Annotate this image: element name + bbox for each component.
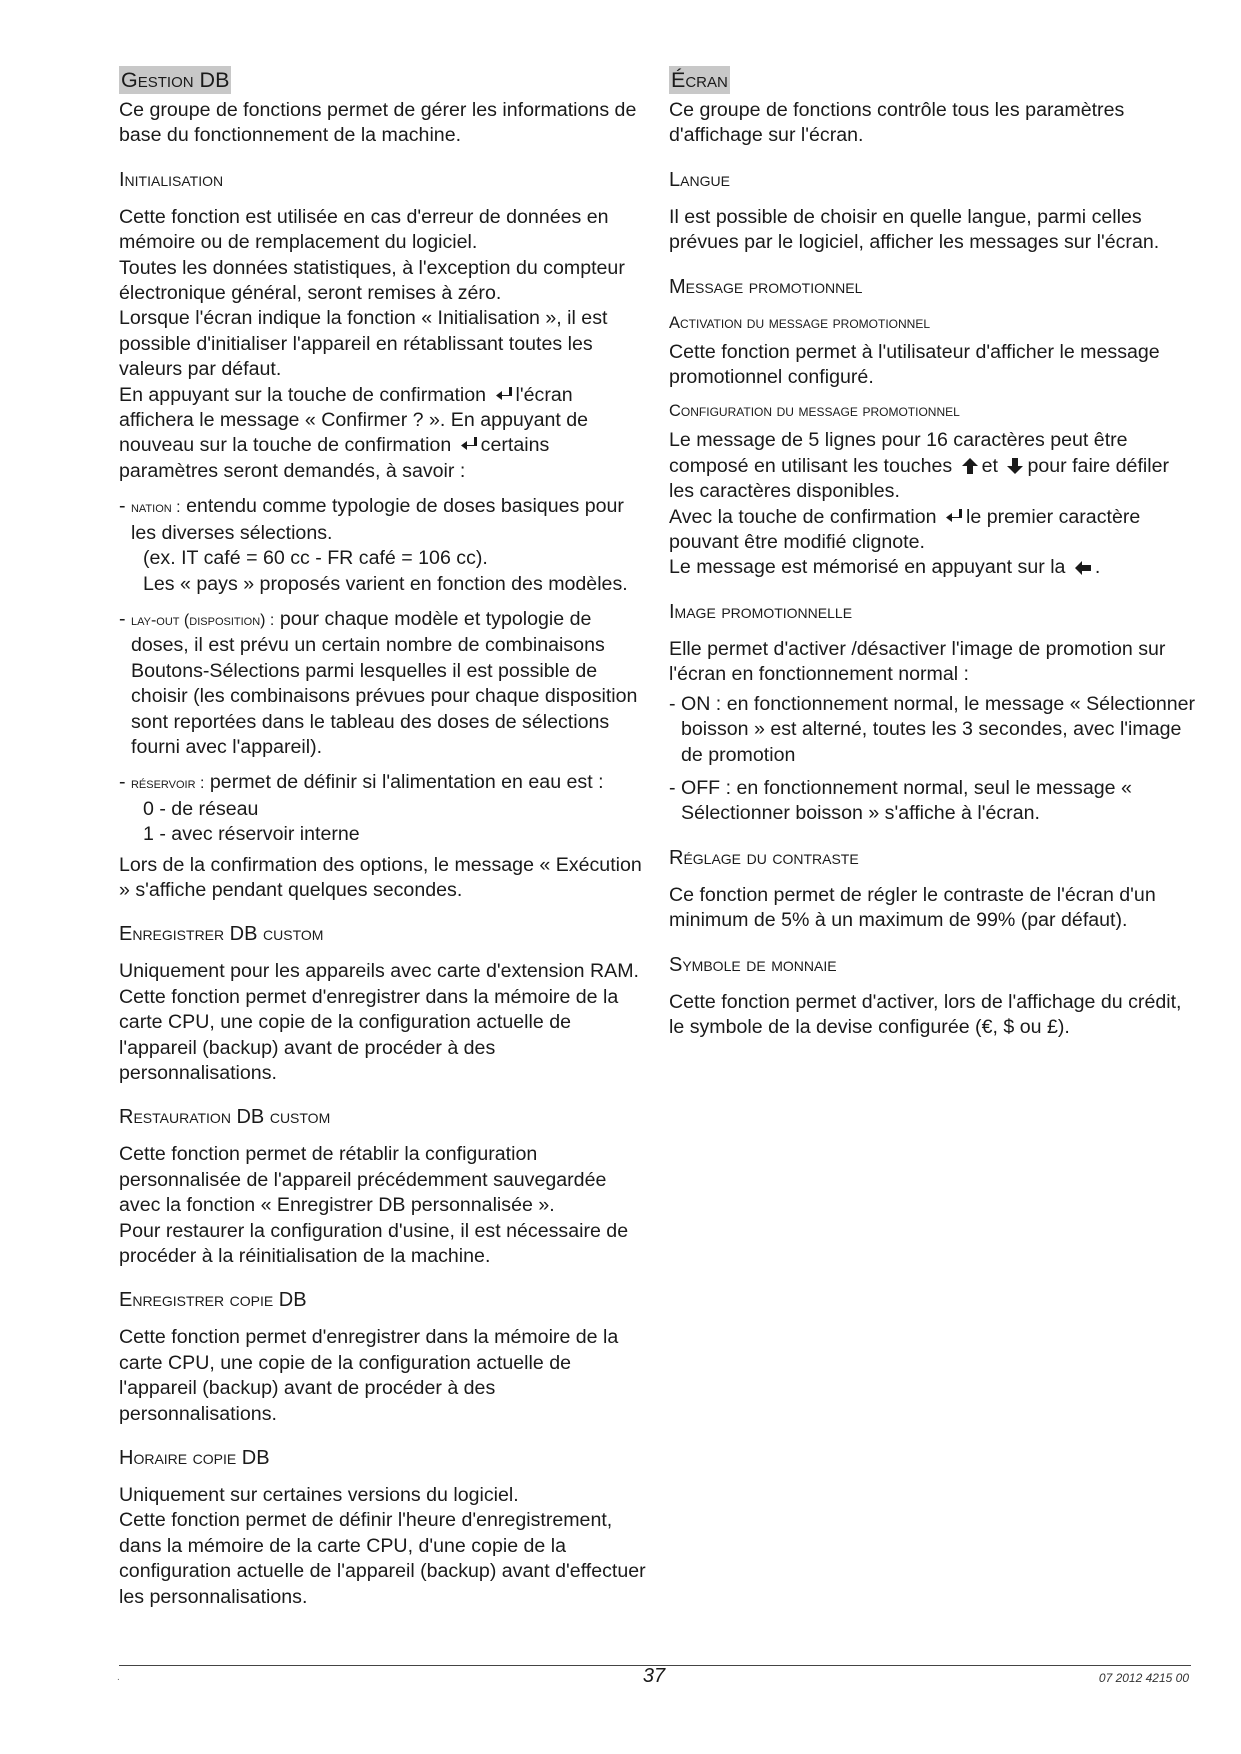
save-copy-paragraph-1: Cette fonction permet d'enregistrer dans la mémoire de la carte CPU, une copie de la configuration actuelle de l'appareil (backup) avant de procéder à des personnalisations. xyxy=(119,1326,619,1425)
reservoir-option-1: 1 - avec réservoir interne xyxy=(143,823,360,846)
time-copy-paragraph-1: Uniquement sur certaines versions du logiciel. xyxy=(119,1484,519,1507)
subheading-save-copy: Enregistrer copie DB xyxy=(119,1289,307,1312)
promo-activation-paragraph: Cette fonction permet à l'utilisateur d'afficher le message promotionnel configuré. xyxy=(669,340,1160,389)
ecran-intro: Ce groupe de fonctions contrôle tous les paramètres d'affichage sur l'écran. xyxy=(669,99,1125,147)
init-confirm-paragraph: Lors de la confirmation des options, le message « Exécution » s'affiche pendant quelques secondes. xyxy=(119,853,642,901)
langue-paragraph: Il est possible de choisir en quelle langue, parmi celles prévues par le logiciel, afficher les messages sur l'écran. xyxy=(669,205,1160,254)
list-item-off: - OFF : en fonctionnement normal, seul le message « Sélectionner boisson » s'affiche à l'écran. xyxy=(669,776,1132,825)
time-copy-paragraph-2: Cette fonction permet de définir l'heure d'enregistrement, dans la mémoire de la carte CPU, d'une copie de la configuration actuelle de l'appareil (backup) avant d'effectuer les personnalisations. xyxy=(119,1509,646,1608)
restore-custom-paragraph-1: Cette fonction permet de rétablir la configuration personnalisée de l'appareil précédemment sauvegardée avec la fonction « Enregistrer DB personnalisée ». xyxy=(119,1143,607,1217)
save-custom-paragraph-1: Uniquement pour les appareils avec carte d'extension RAM. xyxy=(119,960,639,983)
arrow-down-icon xyxy=(1005,457,1025,475)
restore-custom-paragraph-2: Pour restaurer la configuration d'usine, il est nécessaire de procéder à la réinitialisation de la machine. xyxy=(119,1219,629,1268)
subheading-langue: Langue xyxy=(669,168,730,191)
footer-dot: . xyxy=(117,1672,120,1683)
currency-paragraph: Cette fonction permet d'activer, lors de l'affichage du crédit, le symbole de la devise configurée (€, $ ou £). xyxy=(669,990,1182,1038)
enter-key-icon xyxy=(944,508,964,526)
list-item-reservoir: - réservoir : permet de définir si l'alimentation en eau est : 0 - de réseau 1 - avec réservoir interne xyxy=(119,770,647,847)
gestion-db-intro: Ce groupe de fonctions permet de gérer les informations de base du fonctionnement de la machine. xyxy=(119,99,637,147)
subheading-currency: Symbole de monnaie xyxy=(669,953,837,976)
promo-image-paragraph: Elle permet d'activer /désactiver l'image de promotion sur l'écran en fonctionnement normal : xyxy=(669,637,1166,686)
subheading-restore-custom: Restauration DB custom xyxy=(119,1106,331,1129)
enter-key-icon xyxy=(459,436,479,454)
left-column xyxy=(119,66,647,1610)
promo-config-paragraph: Le message de 5 lignes pour 16 caractères peut être composé en utilisant les touches et pour faire défiler les caractères disponibles. xyxy=(669,429,1170,503)
subsubheading-promo-config: Configuration du message promotionnel xyxy=(669,402,960,421)
contrast-paragraph: Ce fonction permet de régler le contraste de l'écran d'un minimum de 5% à un maximum de 99% (par défaut). xyxy=(669,883,1156,932)
section-heading-ecran: Écran xyxy=(671,68,728,92)
subheading-initialisation: Initialisation xyxy=(119,168,224,191)
page-number: 37 xyxy=(642,1665,666,1687)
nation-pays: Les « pays » proposés varient en fonction des modèles. xyxy=(143,572,628,595)
promo-config-confirm: Avec la touche de confirmation le premier caractère pouvant être modifié clignote. xyxy=(669,505,1141,554)
init-paragraph-2: Toutes les données statistiques, à l'exception du compteur électronique général, seront remises à zéro. xyxy=(119,256,625,305)
section-heading-gestion-db: Gestion DB xyxy=(121,68,230,92)
subheading-promo-image: Image promotionnelle xyxy=(669,600,853,623)
subheading-contrast: Réglage du contraste xyxy=(669,846,859,869)
subheading-time-copy: Horaire copie DB xyxy=(119,1447,270,1470)
arrow-up-icon xyxy=(960,457,980,475)
save-custom-paragraph-2: Cette fonction permet d'enregistrer dans la mémoire de la carte CPU, une copie de la configuration actuelle de l'appareil (backup) avant de procéder à des personnalisations. xyxy=(119,985,619,1084)
nation-example: (ex. IT café = 60 cc - FR café = 106 cc). xyxy=(143,547,488,570)
list-item-nation: - nation : entendu comme typologie de doses basiques pour les diverses sélections. (ex. IT café = 60 cc - FR café = 106 cc). Les « pays » proposés varient en fonction des modèles. xyxy=(119,494,647,597)
subheading-promo-message: Message promotionnel xyxy=(669,275,863,298)
enter-key-icon xyxy=(494,386,514,404)
list-item-layout: - lay-out (disposition) : pour chaque modèle et typologie de doses, il est prévu un certain nombre de combinaisons Boutons-Sélections parmi lesquelles il est possible de choisir (les combinaisons prévues pour chaque disposition sont reportées dans le tableau des doses de sélections fourni avec l'appareil). xyxy=(119,607,638,758)
reservoir-option-0: 0 - de réseau xyxy=(143,797,259,820)
promo-config-save: Le message est mémorisé en appuyant sur la . xyxy=(669,556,1101,579)
subheading-save-custom: Enregistrer DB custom xyxy=(119,923,324,946)
init-paragraph-4: En appuyant sur la touche de confirmation l'écran affichera le message « Confirmer ? ». En appuyant de nouveau sur la touche de confirmation certains paramètres seront demandés, à savoir : xyxy=(119,383,589,482)
document-code: 07 2012 4215 00 xyxy=(1098,1671,1189,1685)
right-column xyxy=(669,66,1199,1040)
init-paragraph-3: Lorsque l'écran indique la fonction « Initialisation », il est possible d'initialiser l'appareil en rétablissant toutes les valeurs par défaut. xyxy=(119,307,608,381)
init-paragraph-1: Cette fonction est utilisée en cas d'erreur de données en mémoire ou de remplacement du logiciel. xyxy=(119,205,609,254)
list-item-on: - ON : en fonctionnement normal, le message « Sélectionner boisson » est alterné, toutes les 3 secondes, avec l'image de promotion xyxy=(669,692,1196,766)
arrow-left-icon xyxy=(1073,558,1093,576)
subsubheading-promo-activation: Activation du message promotionnel xyxy=(669,313,931,332)
